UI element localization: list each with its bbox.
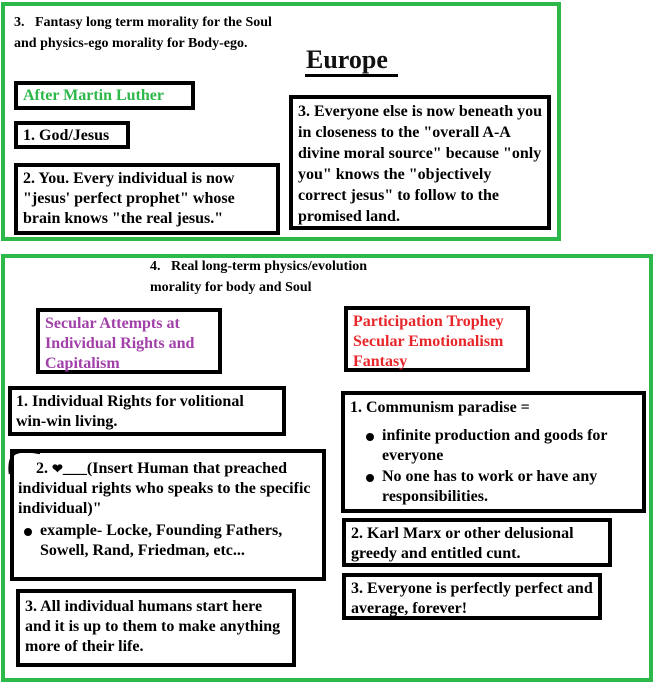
left-column-title: [36, 308, 222, 374]
left-item-1-text: 1. Individual Rights for volitional win-win living.: [16, 393, 244, 430]
list-item: [382, 426, 637, 466]
right-bullet-2: No one has to work or have any responsibilities.: [382, 468, 598, 505]
top-heading-text: 3. Fantasy long term morality for the Soul and physics-ego morality for Body-ego.: [14, 15, 272, 51]
heart-icon: ❤: [52, 461, 63, 476]
top-item-1-text: 1. God/Jesus: [23, 127, 110, 144]
left-item-2-bullets: [18, 521, 318, 561]
title-underline: [305, 74, 398, 77]
right-item-1-text: 1. Communism paradise =: [350, 399, 530, 416]
right-item-1-bullets: [350, 426, 637, 507]
top-item-1: [14, 121, 130, 149]
right-column-title: [344, 306, 530, 372]
left-item-3: [16, 589, 296, 667]
left-item-2-prefix: 2.: [36, 460, 48, 477]
left-item-1: [8, 386, 286, 436]
bottom-heading-text: 4. Real long-term physics/evolution morality for body and Soul: [150, 259, 367, 295]
bottom-heading: [150, 256, 420, 298]
list-item: [40, 521, 318, 561]
pen-scribble-icon: [6, 448, 46, 478]
right-item-3: [342, 573, 602, 620]
top-item-2-text: 2. You. Every individual is now "jesus' perfect prophet" whose brain knows "the real jesus.": [23, 170, 235, 227]
left-item-2-bullet-text: example- Locke, Founding Fathers, Sowell, Rand, Friedman, etc...: [40, 522, 283, 559]
left-item-2-line: [18, 459, 318, 519]
top-item-2: [14, 163, 280, 235]
top-item-3-text: 3. Everyone else is now beneath you in closeness to the "overall A-A divine moral source" because "only you" knows the "objectively correct jesus" to follow to the promised land.: [298, 103, 542, 225]
top-item-3: [289, 95, 551, 230]
right-item-2: [342, 518, 612, 567]
right-item-3-text: 3. Everyone is perfectly perfect and average, forever!: [351, 580, 593, 617]
left-column-title-text: Secular Attempts at Individual Rights and Capitalism: [45, 315, 195, 372]
right-bullet-1: infinite production and goods for everyone: [382, 427, 608, 464]
list-item: [382, 467, 637, 507]
left-item-3-text: 3. All individual humans start here and it is up to them to make anything more of their life.: [25, 598, 281, 655]
after-luther-text: After Martin Luther: [23, 87, 164, 104]
right-item-1: [341, 391, 646, 513]
page-title: Europe: [306, 45, 388, 74]
right-column-title-text: Participation Trophey Secular Emotionalism Fantasy: [353, 313, 504, 370]
top-heading: [14, 12, 284, 54]
right-item-2-text: 2. Karl Marx or other delusional greedy and entitled cunt.: [351, 525, 574, 562]
left-item-2: [10, 449, 326, 581]
left-item-2-text: ___(Insert Human that preached individual rights who speaks to the specific individual)": [18, 460, 311, 517]
after-luther-label: [14, 81, 195, 110]
